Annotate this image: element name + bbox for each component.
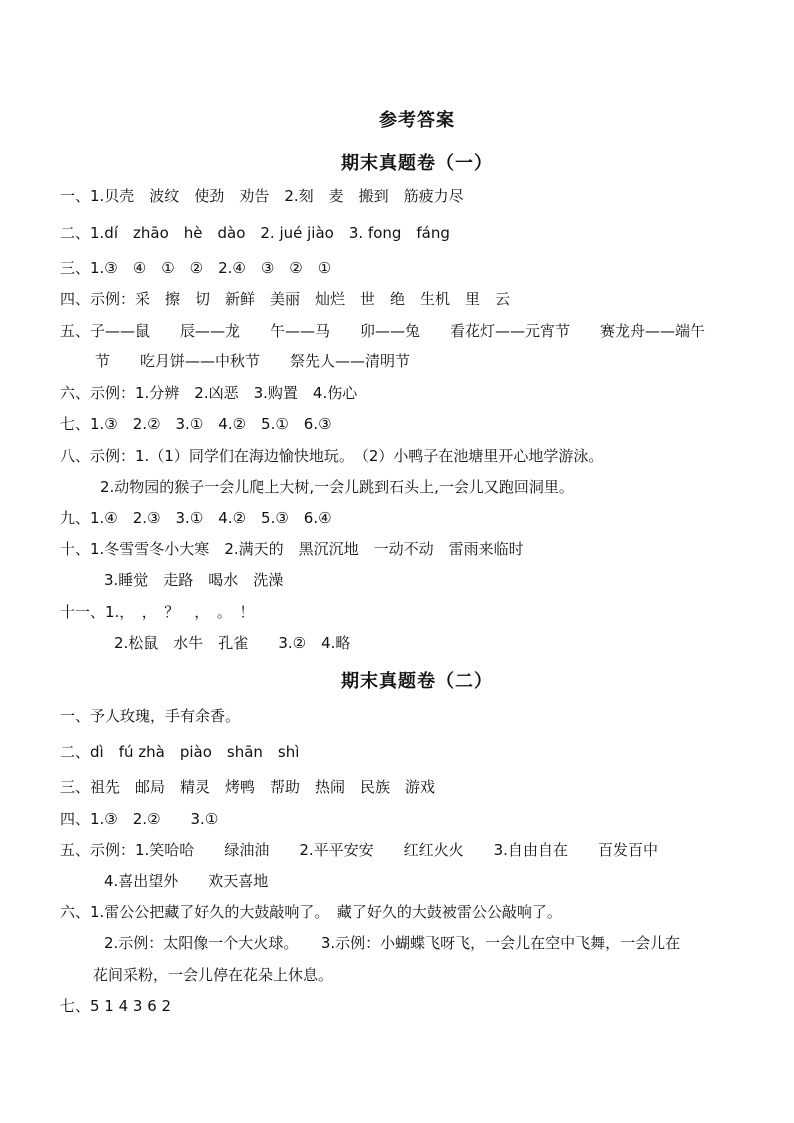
answer-line: 2.动物园的猴子一会儿爬上大树,一会儿跳到石头上,一会儿又跑回洞里。 xyxy=(100,478,574,496)
answer-line: 2.示例：太阳像一个大火球。 3.示例：小蝴蝶飞呀飞，一会儿在空中飞舞，一会儿在 xyxy=(104,934,681,952)
answer-line: 四、示例：采 擦 切 新鲜 美丽 灿烂 世 绝 生机 里 云 xyxy=(60,290,511,308)
answer-line: 九、1.④ 2.③ 3.① 4.② 5.③ 6.④ xyxy=(60,509,332,527)
answer-line: 十、1.冬雪雪冬小大寒 2.满天的 黑沉沉地 一动不动 雷雨来临时 xyxy=(60,540,524,558)
answer-line: 4.喜出望外 欢天喜地 xyxy=(104,872,269,890)
answer-line: 八、示例：1.（1）同学们在海边愉快地玩。 （2）小鸭子在池塘里开心地学游泳。 xyxy=(60,447,604,465)
answer-line: 一、1.贝壳 波纹 使劲 劝告 2.刻 麦 搬到 筋疲力尽 xyxy=(60,187,464,205)
section-heading-exam-1: 期末真题卷（一） xyxy=(341,153,493,174)
answer-line: 三、祖先 邮局 精灵 烤鸭 帮助 热闹 民族 游戏 xyxy=(60,778,436,796)
answer-line: 一、予人玫瑰，手有余香。 xyxy=(60,707,241,725)
answer-line: 十一、1.， ， ？ ， 。 ！ xyxy=(60,603,255,621)
answer-line: 花间采粉，一会儿停在花朵上休息。 xyxy=(93,966,334,984)
answer-line: 五、子——鼠 辰——龙 午——马 卯——兔 看花灯——元宵节 赛龙舟——端午 xyxy=(60,322,706,340)
answer-line: 四、1.③ 2.② 3.① xyxy=(60,810,219,828)
answer-line: 五、示例：1.笑哈哈 绿油油 2.平平安安 红红火火 3.自由自在 百发百中 xyxy=(60,841,658,859)
answer-line: 七、5 1 4 3 6 2 xyxy=(60,997,172,1015)
document-title: 参考答案 xyxy=(379,110,455,131)
answer-line: 六、示例：1.分辨 2.凶恶 3.购置 4.伤心 xyxy=(60,384,358,402)
answer-line: 六、1.雷公公把藏了好久的大鼓敲响了。 藏了好久的大鼓被雷公公敲响了。 xyxy=(60,903,562,921)
answer-line: 二、1.dí zhāo hè dào 2. jué jiào 3. fong fáng xyxy=(60,224,450,242)
answer-line: 3.睡觉 走路 喝水 洗澡 xyxy=(104,571,284,589)
answer-line: 节 吃月饼——中秋节 祭先人——清明节 xyxy=(95,352,411,370)
answer-line: 七、1.③ 2.② 3.① 4.② 5.① 6.③ xyxy=(60,415,332,433)
section-heading-exam-2: 期末真题卷（二） xyxy=(341,671,493,692)
answer-line: 三、1.③ ④ ① ② 2.④ ③ ② ① xyxy=(60,259,332,277)
answer-line: 二、dì fú zhà piào shān shì xyxy=(60,743,300,761)
answer-line: 2.松鼠 水牛 孔雀 3.② 4.略 xyxy=(114,634,351,652)
